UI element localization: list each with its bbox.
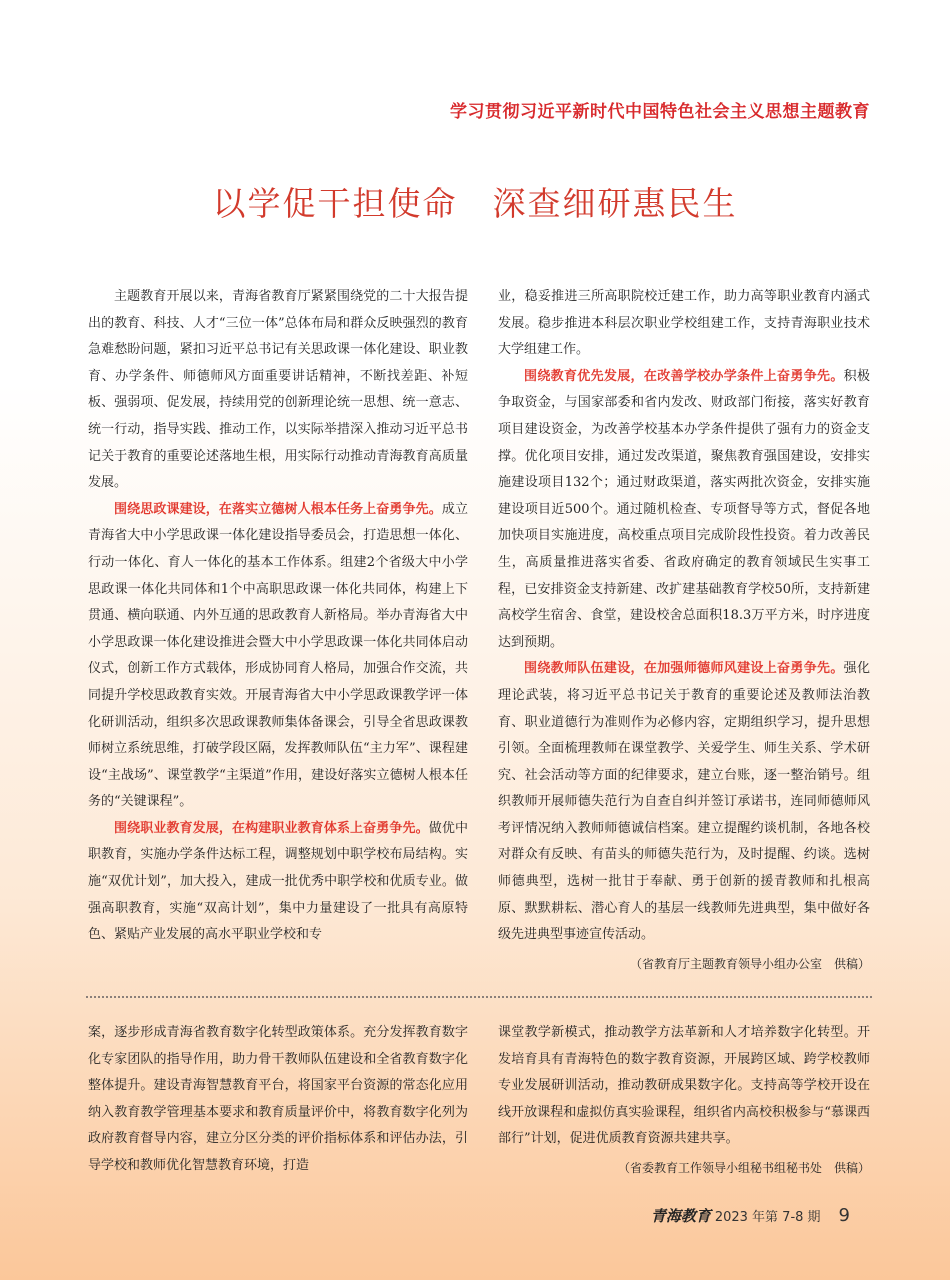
article-title: 以学促干担使命 深查细研惠民生 xyxy=(212,184,738,223)
continuation-paragraph: 案，逐步形成青海省教育数字化转型政策体系。充分发挥教育数字化专家团队的指导作用，助力骨干教师队伍建设和全省教育数字化整体提升。建设青海智慧教育平台，将国家平台资源的常态化应用纳入教育教学管理基本要求和教育质量评价中，将教育数字化列为政府教育督导内容，建立分区分类的评价指标体系和评估办法，引导学校和教师优化智慧教育环境，打造 xyxy=(88,1025,468,1173)
paragraph-heading: 围绕思政课建设，在落实立德树人根本任务上奋勇争先。 xyxy=(114,501,442,517)
page-footer xyxy=(651,1205,850,1226)
intro-paragraph: 主题教育开展以来，青海省教育厅紧紧围绕党的二十大报告提出的教育、科技、人才“三位一体”总体布局和群众反映强烈的教育急难愁盼问题，紧扣习近平总书记有关思政课一体化建设、职业教育、办学条件、师德师风方面重要讲话精神，不断找差距、补短板、强弱项、促发展，持续用党的创新理论统一思想、统一意志、统一行动，指导实践、推动工作，以实际举措深入推动习近平总书记关于教育的重要论述落地生根，用实际行动推动青海教育高质量发展。 xyxy=(88,289,468,491)
paragraph-body: 成立青海省大中小学思政课一体化建设指导委员会，打造思想一体化、行动一体化、育人一体化的基本工作体系。组建2个省级大中小学思政课一体化共同体和1个中高职思政课一体化共同体，构建上下贯通、横向联通、内外互通的思政教育人新格局。举办青海省大中小学思政课一体化建设推进会暨大中小学思政课一体化共同体启动仪式，创新工作方式载体，形成协同育人格局，加强合作交流，共同提升学校思政教育实效。开展青海省大中小学思政课教学评一体化研训活动，组织多次思政课教师集体备课会，引导全省思政课教师树立系统思维，打破学段区隔，发挥教师队伍“主力军”、课程建设“主战场”、课堂教学“主渠道”作用，建设好落实立德树人根本任务的“关键课程”。 xyxy=(88,501,468,810)
article-column-left xyxy=(88,284,468,949)
continuation-paragraph: 课堂教学新模式，推动教学方法革新和人才培养数字化转型。开发培育具有青海特色的数字教育资源，开展跨区域、跨学校教师专业发展研训活动，推动教研成果数字化。支持高等学校开设在线开放课程和虚拟仿真实验课程，组织省内高校积极参与“慕课西部行”计划，促进优质教育资源共建共享。 xyxy=(498,1025,870,1147)
section-divider xyxy=(86,996,872,998)
article-column-right xyxy=(498,284,870,977)
paragraph-heading: 围绕职业教育发展，在构建职业教育体系上奋勇争先。 xyxy=(114,820,429,836)
paragraph-heading: 围绕教师队伍建设，在加强师德师风建设上奋勇争先。 xyxy=(524,661,844,677)
paragraph-conditions xyxy=(498,364,870,657)
continuation-column-right xyxy=(498,1020,870,1182)
paragraph-ideological xyxy=(88,497,468,816)
paragraph-body: 积极争取资金，与国家部委和省内发改、财政部门衔接，落实好教育项目建设资金，为改善学校基本办学条件提供了强有力的资金支撑。优化项目安排，通过发改渠道，聚焦教育强国建设，安排实施建设项目132个；通过财政渠道，落实两批次资金，安排实施建设项目近500个。通过随机检查、专项督导等方式，督促各地加快项目实施进度，高校重点项目完成阶段性投资。着力改善民生，高质量推进落实省委、省政府确定的教育领域民生实事工程，已安排资金支持新建、改扩建基础教育学校50所，支持新建高校学生宿舍、食堂，建设校舍总面积18.3万平方米，时序进度达到预期。 xyxy=(498,368,870,650)
paragraph-vocational xyxy=(88,816,468,949)
paragraph-teachers xyxy=(498,656,870,949)
article-credit: （省教育厅主题教育领导小组办公室 供稿） xyxy=(629,956,870,971)
paragraph-heading: 围绕教育优先发展，在改善学校办学条件上奋勇争先。 xyxy=(524,368,844,384)
paragraph-body: 强化理论武装，将习近平总书记关于教育的重要论述及教师法治教育、职业道德行为准则作为必修内容，定期组织学习，提升思想引领。全面梳理教师在课堂教学、关爱学生、师生关系、学术研究、社会活动等方面的纪律要求，建立台账，逐一整治销号。组织教师开展师德失范行为自查自纠并签订承诺书，连同师德师风考评情况纳入教师师德诚信档案。建立提醒约谈机制，各地各校对群众有反映、有苗头的师德失范行为，及时提醒、约谈。选树师德典型，选树一批甘于奉献、勇于创新的援青教师和扎根高原、默默耕耘、潜心育人的基层一线教师先进典型，集中做好各级先进典型事迹宣传活动。 xyxy=(498,661,870,943)
magazine-logo: 青海教育 xyxy=(650,1207,711,1225)
paragraph-body: 做优中职教育，实施办学条件达标工程，调整规划中职学校布局结构。实施“双优计划”，加大投入，建成一批优秀中职学校和优质专业。做强高职教育，实施“双高计划”，集中力量建设了一批具有高原特色、紧贴产业发展的高水平职业学校和专 xyxy=(88,820,468,943)
page-number: 9 xyxy=(838,1205,850,1226)
continuation-credit: （省委教育工作领导小组秘书组秘书处 供稿） xyxy=(617,1160,870,1175)
continuation-column-left xyxy=(88,1020,468,1180)
section-header: 学习贯彻习近平新时代中国特色社会主义思想主题教育 xyxy=(450,102,870,122)
paragraph-vocational-continued: 业，稳妥推进三所高职院校迁建工作，助力高等职业教育内涵式发展。稳步推进本科层次职业学校组建工作，支持青海职业技术大学组建工作。 xyxy=(498,289,870,358)
issue-label: 2023 年第 7-8 期 xyxy=(714,1210,821,1225)
